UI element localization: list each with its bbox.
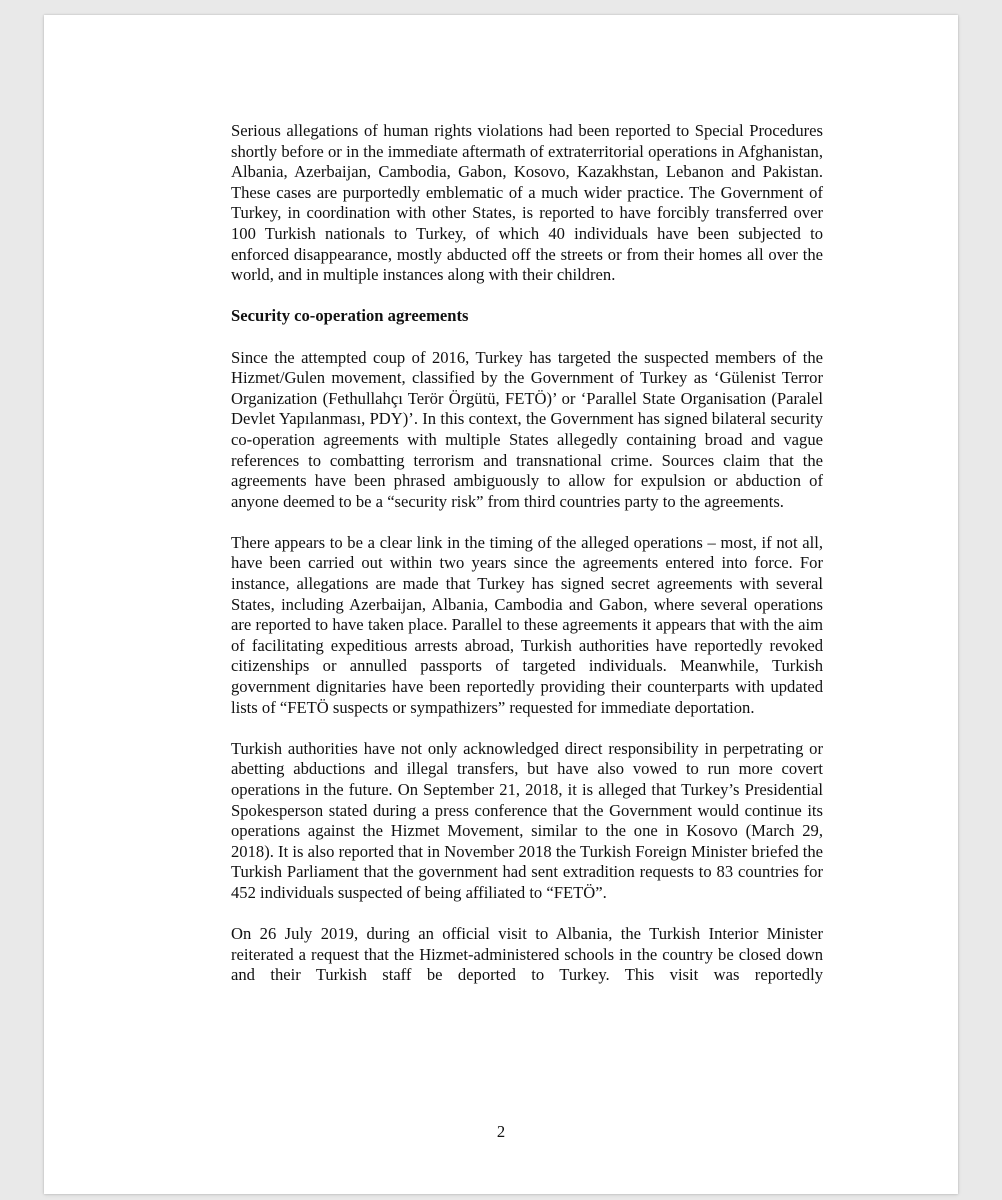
page-body	[231, 121, 823, 1007]
paragraph-extraterritorial-operations: Serious allegations of human rights violations had been reported to Special Procedures shortly before or in the immediate aftermath of extraterritorial operations in Afghanistan, Albania, Azerbaijan, Cambodia, Gabon, Kosovo, Kazakhstan, Lebanon and Pakistan. These cases are purportedly emblematic of a much wider practice. The Government of Turkey, in coordination with other States, is reported to have forcibly transferred over 100 Turkish nationals to Turkey, of which 40 individuals have been subjected to enforced disappearance, mostly abducted off the streets or from their homes all over the world, and in multiple instances along with their children.	[231, 121, 823, 285]
paragraph-albania-visit: On 26 July 2019, during an official visit to Albania, the Turkish Interior Minister reiterated a request that the Hizmet-administered schools in the country be closed down and their Turkish staff be deported to Turkey. This visit was reportedly	[231, 924, 823, 985]
page-number: 2	[496, 1122, 506, 1141]
paragraph-acknowledged-responsibility: Turkish authorities have not only acknowledged direct responsibility in perpetrating or abetting abductions and illegal transfers, but have also vowed to run more covert operations in the future. On September 21, 2018, it is alleged that Turkey’s Presidential Spokesperson stated during a press conference that the Government would continue its operations against the Hizmet Movement, similar to the one in Kosovo (March 29, 2018). It is also reported that in November 2018 the Turkish Foreign Minister briefed the Turkish Parliament that the government had sent extradition requests to 83 countries for 452 individuals suspected of being affiliated to “FETÖ”.	[231, 738, 823, 902]
section-heading: Security co-operation agreements	[231, 306, 469, 326]
document-page	[44, 15, 958, 1194]
paragraph-timing-link: There appears to be a clear link in the timing of the alleged operations – most, if not all, have been carried out within two years since the agreements entered into force. For instance, allegations are made that Turkey has signed secret agreements with several States, including Azerbaijan, Albania, Cambodia and Gabon, where several operations are reported to have taken place. Parallel to these agreements it appears that with the aim of facilitating expeditious arrests abroad, Turkish authorities have reportedly revoked citizenships or annulled passports of targeted individuals. Meanwhile, Turkish government dignitaries have been reportedly providing their counterparts with updated lists of “FETÖ suspects or sympathizers” requested for immediate deportation.	[231, 532, 823, 717]
paragraph-coup-targeting: Since the attempted coup of 2016, Turkey has targeted the suspected members of the Hizmet/Gulen movement, classified by the Government of Turkey as ‘Gülenist Terror Organization (Fethullahçı Terör Örgütü, FETÖ)’ or ‘Parallel State Organisation (Paralel Devlet Yapılanması, PDY)’. In this context, the Government has signed bilateral security co-operation agreements with multiple States allegedly containing broad and vague references to combatting terrorism and transnational crime. Sources claim that the agreements have been phrased ambiguously to allow for expulsion or abduction of anyone deemed to be a “security risk” from third countries party to the agreements.	[231, 347, 823, 511]
